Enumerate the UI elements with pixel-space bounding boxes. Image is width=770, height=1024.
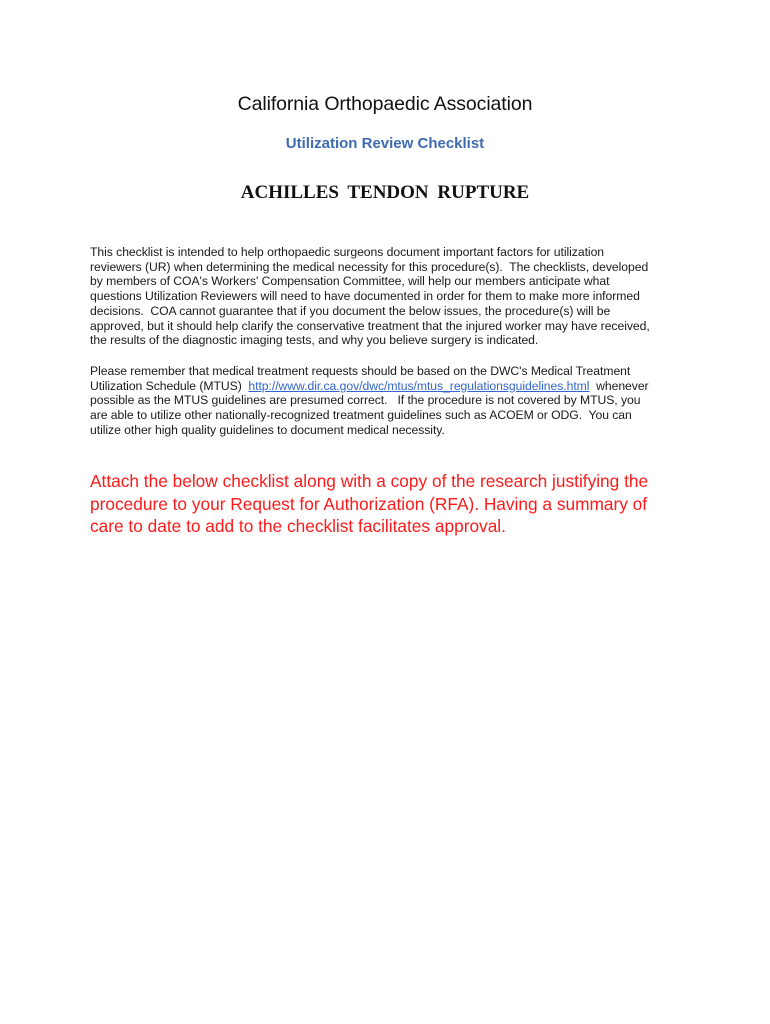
mtus-line: Please remember that medical treatment requests should be based on the DWC's Medical Treatment [90, 364, 631, 378]
intro-line: decisions. COA cannot guarantee that if you document the below issues, the procedure(s) will be [90, 303, 611, 318]
intro-line: by members of COA's Workers' Compensation Committee, will help our members anticipate what [90, 274, 610, 289]
document-subtitle: Utilization Review Checklist [285, 135, 485, 152]
mtus-line-with-link [90, 379, 690, 394]
mtus-paragraph [90, 364, 690, 438]
mtus-guidelines-link[interactable]: http://www.dir.ca.gov/dwc/mtus/mtus_regulationsguidelines.html [248, 378, 590, 393]
intro-paragraph [90, 245, 690, 348]
mtus-line-suffix: whenever [589, 378, 649, 393]
organization-title: California Orthopaedic Association [237, 93, 533, 115]
mtus-line: possible as the MTUS guidelines are presumed correct. If the procedure is not covered by MTUS, you [90, 393, 641, 408]
attachment-notice [90, 470, 710, 538]
intro-line: This checklist is intended to help orthopaedic surgeons document important factors for utilization [90, 245, 605, 259]
mtus-line: utilize other high quality guidelines to document medical necessity. [90, 422, 445, 437]
notice-line: Attach the below checklist along with a copy of the research justifying the [90, 471, 649, 491]
procedure-title: ACHILLES TENDON RUPTURE [240, 182, 530, 203]
notice-line: care to date to add to the checklist facilitates approval. [90, 516, 506, 536]
mtus-line-prefix: Utilization Schedule (MTUS) [90, 378, 249, 393]
mtus-line: are able to utilize other nationally-recognized treatment guidelines such as ACOEM or ODG. You can [90, 408, 632, 423]
intro-line: approved, but it should help clarify the conservative treatment that the injured worker may have received, [90, 318, 650, 333]
notice-line: procedure to your Request for Authorization (RFA). Having a summary of [90, 493, 648, 514]
intro-line: reviewers (UR) when determining the medical necessity for this procedure(s). The checklists, developed [90, 259, 649, 274]
intro-line: questions Utilization Reviewers will need to have documented in order for them to make more informed [90, 289, 640, 304]
intro-line: the results of the diagnostic imaging tests, and why you believe surgery is indicated. [90, 333, 539, 348]
